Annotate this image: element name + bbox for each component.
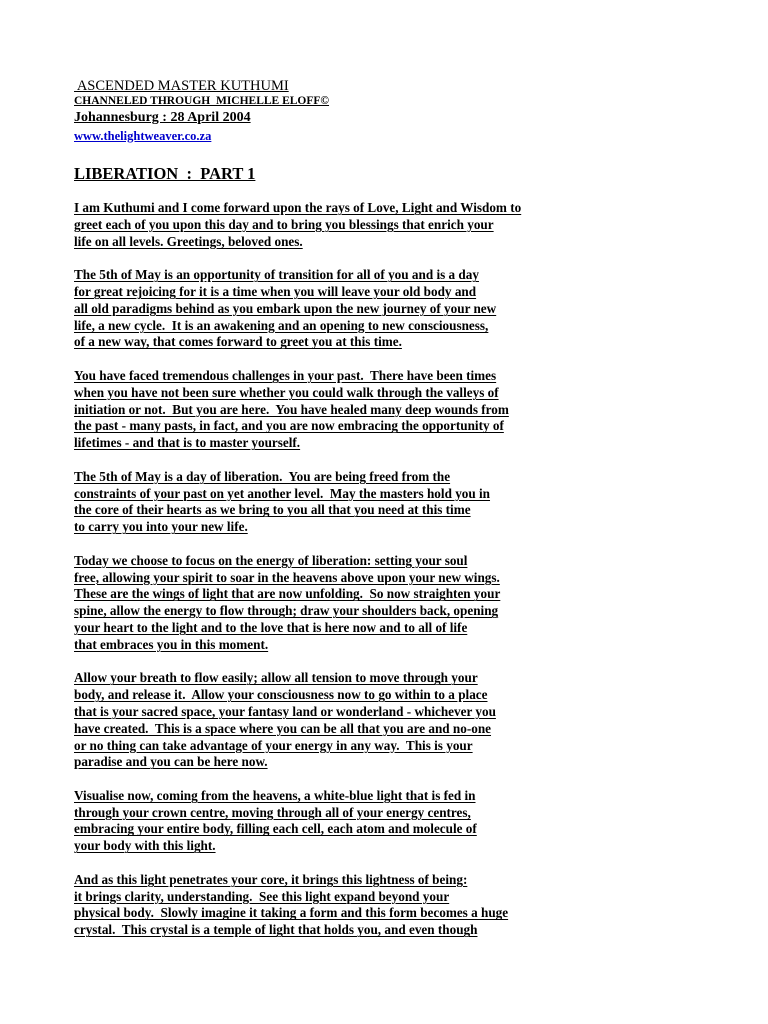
paragraph-line: Today we choose to focus on the energy of liberation: setting your soul bbox=[74, 552, 468, 568]
paragraph-line: or no thing can take advantage of your energy in any way. This is your bbox=[74, 737, 473, 753]
paragraph-line: paradise and you can be here now. bbox=[74, 754, 268, 770]
body-paragraph bbox=[74, 267, 714, 351]
paragraph-line: Allow your breath to flow easily; allow all tension to move through your bbox=[74, 670, 478, 686]
channeler-line: CHANNELED THROUGH MICHELLE ELOFF© bbox=[74, 95, 330, 107]
paragraph-line: when you have not been sure whether you could walk through the valleys of bbox=[74, 384, 499, 400]
paragraph-line: spine, allow the energy to flow through; draw your shoulders back, opening bbox=[74, 603, 499, 619]
document-header bbox=[74, 78, 674, 145]
paragraph-line: to carry you into your new life. bbox=[74, 519, 248, 535]
paragraph-line: your heart to the light and to the love that is here now and to all of life bbox=[74, 619, 468, 635]
paragraph-line: that is your sacred space, your fantasy land or wonderland - whichever you bbox=[74, 703, 496, 719]
paragraph-line: the core of their hearts as we bring to you all that you need at this time bbox=[74, 502, 471, 518]
paragraph-line: You have faced tremendous challenges in your past. There have been times bbox=[74, 367, 497, 383]
document-body bbox=[74, 200, 714, 956]
paragraph-line: I am Kuthumi and I come forward upon the rays of Love, Light and Wisdom to bbox=[74, 200, 522, 215]
body-paragraph bbox=[74, 553, 714, 654]
paragraph-line: life on all levels. Greetings, beloved ones. bbox=[74, 233, 303, 249]
place-date-line: Johannesburg : 28 April 2004 bbox=[74, 110, 251, 125]
paragraph-line: your body with this light. bbox=[74, 838, 216, 854]
document-title: LIBERATION : PART 1 bbox=[74, 164, 256, 183]
website-link[interactable]: www.thelightweaver.co.za bbox=[74, 129, 212, 143]
paragraph-line: free, allowing your spirit to soar in the heavens above upon your new wings. bbox=[74, 569, 500, 585]
body-paragraph bbox=[74, 469, 714, 536]
paragraph-line: And as this light penetrates your core, it brings this lightness of being: bbox=[74, 871, 468, 887]
paragraph-line: of a new way, that comes forward to greet you at this time. bbox=[74, 334, 402, 350]
paragraph-line: lifetimes - and that is to master yourself. bbox=[74, 435, 301, 451]
paragraph-line: it brings clarity, understanding. See this light expand beyond your bbox=[74, 888, 450, 904]
paragraph-line: for great rejoicing for it is a time when you will leave your old body and bbox=[74, 283, 477, 299]
paragraph-line: These are the wings of light that are now unfolding. So now straighten your bbox=[74, 586, 501, 602]
body-paragraph bbox=[74, 200, 714, 250]
paragraph-line: embracing your entire body, filling each cell, each atom and molecule of bbox=[74, 821, 477, 837]
paragraph-line: body, and release it. Allow your consciousness now to go within to a place bbox=[74, 687, 488, 703]
paragraph-line: Visualise now, coming from the heavens, a white-blue light that is fed in bbox=[74, 787, 476, 803]
paragraph-line: all old paradigms behind as you embark upon the new journey of your new bbox=[74, 300, 497, 316]
paragraph-line: The 5th of May is an opportunity of transition for all of you and is a day bbox=[74, 267, 479, 283]
author-heading: ASCENDED MASTER KUTHUMI bbox=[74, 78, 289, 94]
paragraph-line: constraints of your past on yet another level. May the masters hold you in bbox=[74, 485, 491, 501]
body-paragraph bbox=[74, 788, 714, 855]
paragraph-line: physical body. Slowly imagine it taking a form and this form becomes a huge bbox=[74, 905, 509, 921]
paragraph-line: that embraces you in this moment. bbox=[74, 636, 269, 652]
body-paragraph bbox=[74, 368, 714, 452]
body-paragraph bbox=[74, 670, 714, 771]
paragraph-line: crystal. This crystal is a temple of light that holds you, and even though bbox=[74, 922, 478, 938]
paragraph-line: life, a new cycle. It is an awakening and an opening to new consciousness, bbox=[74, 317, 489, 333]
paragraph-line: The 5th of May is a day of liberation. You are being freed from the bbox=[74, 468, 451, 484]
paragraph-line: through your crown centre, moving through all of your energy centres, bbox=[74, 804, 471, 820]
body-paragraph bbox=[74, 872, 714, 939]
paragraph-line: have created. This is a space where you can be all that you are and no-one bbox=[74, 720, 492, 736]
paragraph-line: initiation or not. But you are here. You have healed many deep wounds from bbox=[74, 401, 509, 417]
paragraph-line: greet each of you upon this day and to bring you blessings that enrich your bbox=[74, 216, 494, 232]
paragraph-line: the past - many pasts, in fact, and you are now embracing the opportunity of bbox=[74, 418, 504, 434]
